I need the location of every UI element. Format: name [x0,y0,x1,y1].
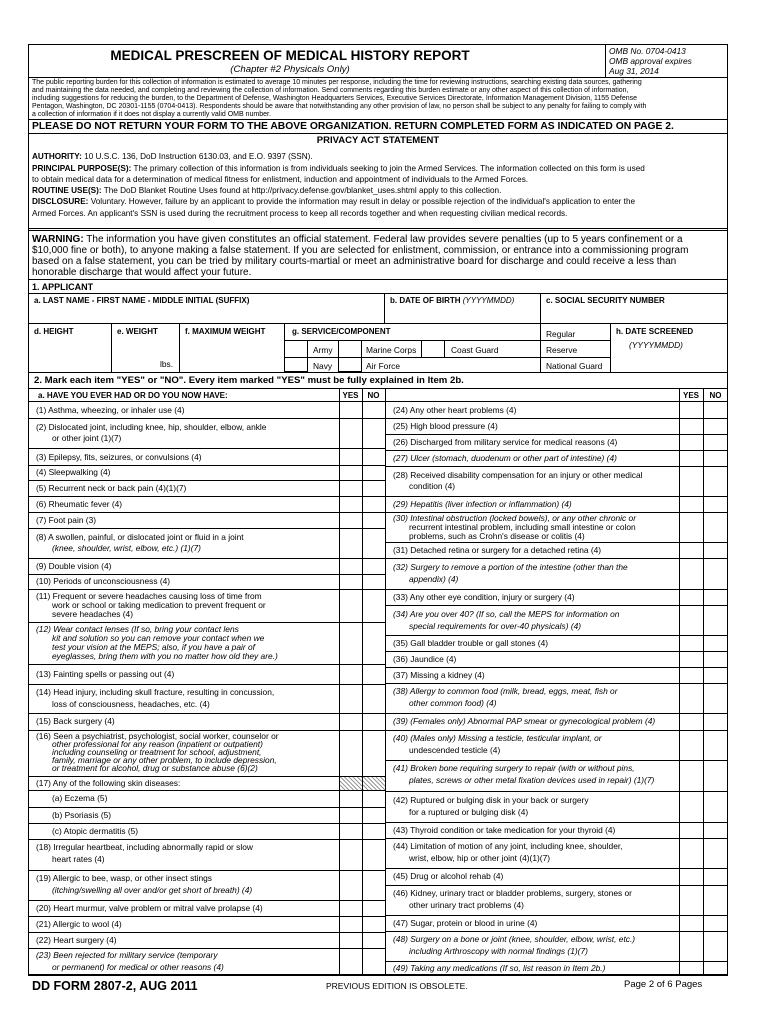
divider [284,357,540,358]
privacy-title: PRIVACY ACT STATEMENT [316,135,440,146]
section-applicant: 1. APPLICANT [32,282,94,292]
no-checkbox[interactable] [704,589,727,605]
no-checkbox[interactable] [704,418,727,434]
question-text: (knee, shoulder, wrist, elbow, etc.) (1)(7) [52,543,201,553]
question-text: (48) Surgery on a bone or joint (knee, shoulder, elbow, wrist, etc.) [393,934,636,944]
yes-checkbox[interactable] [680,496,703,512]
yes-checkbox[interactable] [680,401,703,418]
yes-checkbox[interactable] [680,667,703,683]
question-text: or other joint (1)(7) [52,433,122,443]
divider [384,293,385,323]
ssn-input[interactable] [544,307,728,323]
no-checkbox[interactable] [363,528,386,558]
question-text: (itching/swelling all over and/or get short of breath) (4) [52,885,253,895]
no-checkbox[interactable] [704,791,727,822]
disclosure-cont: Armed Forces. An applicant's SSN is used during the recruitment process to keep all records together and when requesting civilian medical records. [32,209,568,218]
question-text: (27) Ulcer (stomach, duodenum or other part of intestine) (4) [393,453,617,463]
warning-text: based on a false statement, you can be tried by military courts-martial or meet an administrative board for discharge and could receive a less than [32,256,677,267]
divider [28,323,728,324]
divider [28,372,728,373]
burden-line: and maintaining the data needed, and completing and reviewing the collection of information. Send comments regarding this burden estimate or any other aspect of this collection of information, [32,87,629,94]
burden-line: Pentagon, Washington, DC 20301-1155 (0704-0413). Respondents should be aware that notwithstanding any other provision of law, no person shall be subject to any penalty for failing to comply with [32,103,647,110]
national-guard-label: National Guard [546,361,603,371]
question-text: (25) High blood pressure (4) [393,421,498,431]
height-label: d. HEIGHT [34,327,74,336]
question-text: (15) Back surgery (4) [36,716,115,726]
question-text: (1) Asthma, wheezing, or inhaler use (4) [36,405,185,415]
routine-text: The DoD Blanket Routine Uses found at http://privacy.defense.gov/blanket_uses.shtml apply to this collection. [103,186,502,195]
divider [610,323,611,372]
question-text: (32) Surgery to remove a portion of the intestine (other than the [393,562,628,572]
yes-header-right: YES [682,391,699,400]
question-text: (24) Any other heart problems (4) [393,405,517,415]
question-text: (33) Any other eye condition, injury or surgery (4) [393,592,575,602]
divider [28,133,728,134]
no-checkbox[interactable] [704,667,727,683]
no-checkbox[interactable] [704,542,727,558]
marine-label: Marine Corps [366,345,417,355]
yes-checkbox[interactable] [340,713,363,730]
yes-checkbox[interactable] [680,418,703,434]
omb-approval: OMB approval expires [609,56,692,66]
airforce-label: Air Force [366,361,400,371]
divider [540,340,610,341]
yes-checkbox[interactable] [340,916,363,932]
no-checkbox[interactable] [363,790,386,807]
omb-date: Aug 31, 2014 [609,66,659,76]
no-checkbox[interactable] [363,401,386,418]
burden-line: a collection of information if it does not display a currently valid OMB number. [32,111,271,118]
no-checkbox[interactable] [363,622,386,664]
question-text: (19) Allergic to bee, wasp, or other insect stings [36,873,212,883]
divider [284,340,540,341]
no-checkbox[interactable] [363,448,386,465]
question-text: (31) Detached retina or surgery for a detached retina (4) [393,545,602,555]
question-text: (11) Frequent or severe headaches causing loss of time from [36,591,262,601]
purpose [32,164,645,174]
yes-checkbox[interactable] [340,528,363,558]
purpose-label: PRINCIPAL PURPOSE(S): [32,164,132,173]
question-text: (12) Wear contact lenses (If so, bring your contact lens [36,624,239,634]
no-checkbox[interactable] [704,605,727,635]
yes-checkbox[interactable] [680,868,703,885]
question-text: (8) A swollen, painful, or dislocated joint or fluid in a joint [36,532,244,542]
question-text: or treatment for alcohol, drug or substance abuse (6)(2) [52,763,258,773]
question-text: (38) Allergy to common food (milk, bread, eggs, meat, fish or [393,686,618,696]
yes-checkbox[interactable] [680,961,703,975]
yes-checkbox[interactable] [340,418,363,448]
no-checkbox[interactable] [363,916,386,932]
question-text: severe headaches (4) [52,609,134,619]
question-text: (30) Intestinal obstruction (locked bowels), or any other chronic or [393,513,636,523]
disclosure [32,197,635,207]
no-checkbox[interactable] [363,948,386,975]
question-text: plates, screws or other metal fixation devices used in repair) (1)(7) [409,775,655,785]
name-label: a. LAST NAME - FIRST NAME - MIDDLE INITIAL (SUFFIX) [34,296,250,305]
question-text: condition (4) [409,481,456,491]
question-text: (34) Are you over 40? (If so, call the MEPS for information on [393,609,620,619]
yes-checkbox[interactable] [340,932,363,948]
yes-checkbox[interactable] [680,730,703,760]
question-text: work or school or taking medication to prevent frequent or [52,600,266,610]
yes-checkbox[interactable] [340,558,363,574]
question-text: (16) Seen a psychiatrist, psychologist, social worker, counselor or [36,731,279,741]
yes-checkbox[interactable] [340,684,363,713]
yes-checkbox[interactable] [340,480,363,496]
routine-uses [32,186,501,196]
no-checkbox[interactable] [363,558,386,574]
divider [28,77,728,78]
yes-checkbox[interactable] [680,822,703,838]
form-number: DD FORM 2807-2, AUG 2011 [32,979,198,993]
question-text: heart rates (4) [52,854,105,864]
question-text: (4) Sleepwalking (4) [36,467,111,477]
no-checkbox[interactable] [363,512,386,528]
date-screened-format: (YYYYMMDD) [629,340,683,350]
yes-checkbox[interactable] [680,558,703,589]
yes-checkbox[interactable] [680,605,703,635]
section2-subheader: a. HAVE YOU EVER HAD OR DO YOU NOW HAVE: [38,391,228,400]
no-checkbox[interactable] [363,870,386,900]
divider [540,323,541,372]
question-text: other professional for any reason (inpatient or outpatient) [52,739,263,749]
height-input[interactable] [32,340,112,370]
no-checkbox[interactable] [363,418,386,448]
no-checkbox[interactable] [704,450,727,466]
no-checkbox[interactable] [704,868,727,885]
weight-input[interactable] [114,340,180,370]
previous-edition: PREVIOUS EDITION IS OBSOLETE. [326,981,468,991]
no-checkbox[interactable] [363,684,386,713]
service-label: g. SERVICE/COMPONENT [292,327,391,336]
yes-checkbox[interactable] [680,760,703,791]
no-checkbox[interactable] [363,589,386,622]
page-subtitle: (Chapter #2 Physicals Only) [230,64,350,75]
divider [540,357,610,358]
yes-checkbox[interactable] [680,931,703,961]
yes-checkbox[interactable] [340,839,363,870]
question-text: (20) Heart murmur, valve problem or mitral valve prolapse (4) [36,903,263,913]
warning-text: honorable discharge that would affect your future. [32,267,252,278]
burden-line: including suggestions for reducing the burden, to the Department of Defense, Washington Headquarters Services, Executive Services Directorate, Information Management Division, 1155 Defense [32,95,638,102]
question-text: recurrent intestinal problem, including small intestine or colon [409,522,636,532]
yes-checkbox[interactable] [340,496,363,512]
question-text: (40) (Males only) Missing a testicle, testicular implant, or [393,733,602,743]
question-text: family, marriage or any other problem, to include depression, [52,755,277,765]
yes-checkbox[interactable] [340,448,363,465]
question-text: (47) Sugar, protein or blood in urine (4) [393,918,538,928]
yes-checkbox[interactable] [680,651,703,667]
navy-checkbox[interactable] [284,357,308,372]
yes-checkbox[interactable] [680,791,703,822]
no-checkbox[interactable] [704,512,727,542]
no-checkbox[interactable] [363,839,386,870]
no-checkbox[interactable] [704,466,727,496]
warning-label: WARNING: [32,234,84,245]
routine-label: ROUTINE USE(S): [32,186,102,195]
question-text: (26) Discharged from military service for medical reasons (4) [393,437,618,447]
max-weight-label: f. MAXIMUM WEIGHT [185,327,266,336]
authority-label: AUTHORITY: [32,152,82,161]
question-text: (46) Kidney, urinary tract or bladder problems, surgery, stones or [393,888,632,898]
question-text: (10) Periods of unconsciousness (4) [36,576,171,586]
no-checkbox[interactable] [704,713,727,730]
no-checkbox[interactable] [363,465,386,480]
yes-checkbox[interactable] [680,512,703,542]
divider [28,293,728,294]
yes-checkbox[interactable] [340,730,363,776]
yes-checkbox[interactable] [340,465,363,480]
no-checkbox[interactable] [704,885,727,915]
question-text: (13) Fainting spells or passing out (4) [36,669,175,679]
yes-checkbox[interactable] [340,823,363,839]
question-text: wrist, elbow, hip or other joint (4)(1)(7) [409,853,551,863]
question-text: (a) Eczema (5) [52,793,108,803]
no-checkbox[interactable] [704,915,727,931]
do-not-return: PLEASE DO NOT RETURN YOUR FORM TO THE ABOVE ORGANIZATION. RETURN COMPLETED FORM AS INDICATED ON PAGE 2. [32,121,674,132]
yes-checkbox[interactable] [340,790,363,807]
no-checkbox[interactable] [363,664,386,684]
question-text: (39) (Females only) Abnormal PAP smear or gynecological problem (4) [393,716,656,726]
question-text: (35) Gall bladder trouble or gall stones (4) [393,638,549,648]
no-checkbox[interactable] [704,635,727,651]
no-header-right: NO [709,391,722,400]
yes-header-left: YES [342,391,359,400]
max-weight-input[interactable] [182,340,286,358]
no-checkbox[interactable] [704,838,727,868]
divider [28,230,728,231]
no-checkbox[interactable] [363,480,386,496]
army-label: Army [313,345,333,355]
divider [28,975,728,976]
question-text: (37) Missing a kidney (4) [393,670,485,680]
date-screened-label: h. DATE SCREENED [616,327,694,336]
dob-format: (YYYYMMDD) [462,296,515,305]
question-text: for a ruptured or bulging disk (4) [409,807,529,817]
yes-checkbox[interactable] [340,900,363,916]
question-text: including Arthroscopy with normal findings (1)(7) [409,946,588,956]
yes-checkbox[interactable] [680,434,703,450]
question-text: (7) Foot pain (3) [36,515,97,525]
question-text: (45) Drug or alcohol rehab (4) [393,871,504,881]
army-checkbox[interactable] [284,340,308,358]
question-text: appendix) (4) [409,574,459,584]
no-checkbox[interactable] [363,900,386,916]
no-checkbox[interactable] [704,496,727,512]
divider [28,228,728,229]
yes-checkbox[interactable] [680,635,703,651]
question-text: (44) Limitation of motion of any joint, including knee, shoulder, [393,841,623,851]
divider [28,119,728,120]
question-text: including counseling or treatment for school, adjustment, [52,747,262,757]
ssn-label: c. SOCIAL SECURITY NUMBER [546,296,665,305]
question-text: (49) Taking any medications (If so, list reason in Item 2b.) [393,963,606,973]
yes-checkbox[interactable] [680,683,703,713]
question-text: (23) Been rejected for military service (temporary [36,950,218,960]
yes-checkbox[interactable] [340,807,363,823]
question-text: (9) Double vision (4) [36,561,112,571]
yes-checkbox[interactable] [680,450,703,466]
question-text: other urinary tract problems (4) [409,900,524,910]
no-checkbox[interactable] [704,822,727,838]
coast-guard-checkbox[interactable] [421,340,445,358]
divider [605,44,606,77]
no-checkbox[interactable] [704,931,727,961]
section2-title: 2. Mark each item "YES" or "NO". Every item marked "YES" must be fully explained in Item 2b. [34,375,464,386]
reserve-label: Reserve [546,345,578,355]
question-text: (3) Epilepsy, fits, seizures, or convulsions (4) [36,452,202,462]
yes-checkbox[interactable] [340,664,363,684]
question-text: kit and solution so you can remove your contact when we [52,633,265,643]
question-text: (18) Irregular heartbeat, including abnormally rapid or slow [36,842,253,852]
question-text: special requirements for over-40 physicals) (4) [409,621,582,631]
warning-text: The information you have given constitutes an official statement. Federal law provides severe penalties (up to 5 years confinement or a [86,234,683,245]
no-checkbox[interactable] [363,496,386,512]
yes-checkbox[interactable] [340,622,363,664]
page-number: Page 2 of 6 Pages [624,979,703,990]
date-screened-input[interactable] [614,354,728,370]
question-text: eyeglasses, bring them with you no matter how old they are.) [52,651,278,661]
warning-text: $10,000 fine or both), to anyone making a false statement. If you are selected for enlistment, commission, or entrance into a commissioning program [32,245,689,256]
omb-number: OMB No. 0704-0413 [609,46,686,56]
purpose-text: The primary collection of this information is from individuals seeking to join the Armed Services. The information collected on this form is used [133,164,645,173]
question-text: loss of consciousness, headaches, etc. (4) [52,699,210,709]
question-text: (14) Head injury, including skull fracture, resulting in concussion, [36,687,275,697]
disclosure-text: Voluntary. However, failure by an applicant to provide the information may result in delay or possible rejection of the individual's application to enter the [90,197,636,206]
yes-checkbox[interactable] [340,512,363,528]
no-checkbox[interactable] [363,823,386,839]
question-text: (28) Received disability compensation for an injury or other medical [393,470,643,480]
question-text: (2) Dislocated joint, including knee, hip, shoulder, elbow, ankle [36,422,267,432]
question-text: (29) Hepatitis (liver infection or inflammation) (4) [393,499,572,509]
question-text: (6) Rheumatic fever (4) [36,499,123,509]
question-text: (c) Atopic dermatitis (5) [52,826,139,836]
disclosure-label: DISCLOSURE: [32,197,89,206]
question-text: (22) Heart surgery (4) [36,935,117,945]
no-checkbox[interactable] [704,683,727,713]
regular-label: Regular [546,329,576,339]
question-text: problems, such as Crohn's disease or colitis (4) [409,531,585,541]
no-checkbox[interactable] [704,651,727,667]
weight-label: e. WEIGHT [117,327,158,336]
no-checkbox[interactable] [363,713,386,730]
question-text: (43) Thyroid condition or take medication for your thyroid (4) [393,825,616,835]
question-text: (41) Broken bone requiring surgery to repair (with or without pins, [393,763,635,773]
divider [28,279,728,280]
yes-checkbox[interactable] [680,542,703,558]
yes-checkbox[interactable] [680,713,703,730]
no-checkbox[interactable] [704,558,727,589]
yes-checkbox[interactable] [340,948,363,975]
question-text: (5) Recurrent neck or back pain (4)(1)(7) [36,483,187,493]
navy-label: Navy [313,361,333,371]
question-text: test your vision at the MEPS; also, if you have a pair of [52,642,255,652]
yes-checkbox[interactable] [680,589,703,605]
dob-label [390,296,514,306]
coast-guard-label: Coast Guard [451,345,499,355]
no-checkbox[interactable] [363,807,386,823]
yes-checkbox[interactable] [680,838,703,868]
divider [540,293,541,323]
lbs-label: lbs. [160,359,174,369]
yes-checkbox[interactable] [340,401,363,418]
question-text: or permanent) for medical or other reasons (4) [52,962,224,972]
yes-checkbox[interactable] [680,885,703,915]
name-input[interactable] [32,307,384,323]
purpose-cont: to obtain medical data for a determination of medical fitness for enlistment, induction and appointment of individuals to the Armed Forces. [32,175,529,184]
divider [28,388,728,389]
yes-checkbox[interactable] [340,870,363,900]
question-text: other common food) (4) [409,698,497,708]
yes-checkbox[interactable] [340,589,363,622]
no-checkbox[interactable] [363,932,386,948]
authority-text: 10 U.S.C. 136, DoD Instruction 6130.03, and E.O. 9397 (SSN). [84,152,313,161]
yes-checkbox[interactable] [680,915,703,931]
dob-input[interactable] [388,307,540,323]
burden-line: The public reporting burden for this collection of information is estimated to average 10 minutes per response, including the time for reviewing instructions, searching existing data sources, gathering [32,79,642,86]
question-text: (36) Jaundice (4) [393,654,457,664]
question-text: (b) Psoriasis (5) [52,810,112,820]
question-text: (17) Any of the following skin diseases: [36,778,181,788]
no-checkbox[interactable] [704,730,727,760]
no-header-left: NO [367,391,380,400]
question-text: undescended testicle (4) [409,745,501,755]
yes-checkbox[interactable] [340,574,363,589]
question-text: (42) Ruptured or bulging disk in your back or surgery [393,795,589,805]
page-title: MEDICAL PRESCREEN OF MEDICAL HISTORY REPORT [110,48,470,63]
warning [32,234,683,245]
no-checkbox[interactable] [704,401,727,418]
no-checkbox[interactable] [363,730,386,776]
no-checkbox[interactable] [704,434,727,450]
dob-label-text: b. DATE OF BIRTH [390,296,461,305]
marine-checkbox[interactable] [338,340,362,358]
authority [32,152,313,162]
airforce-checkbox[interactable] [338,357,362,372]
no-checkbox[interactable] [704,961,727,975]
no-checkbox[interactable] [704,760,727,791]
no-checkbox[interactable] [363,574,386,589]
question-text: (21) Allergic to wool (4) [36,919,122,929]
yes-checkbox[interactable] [680,466,703,496]
